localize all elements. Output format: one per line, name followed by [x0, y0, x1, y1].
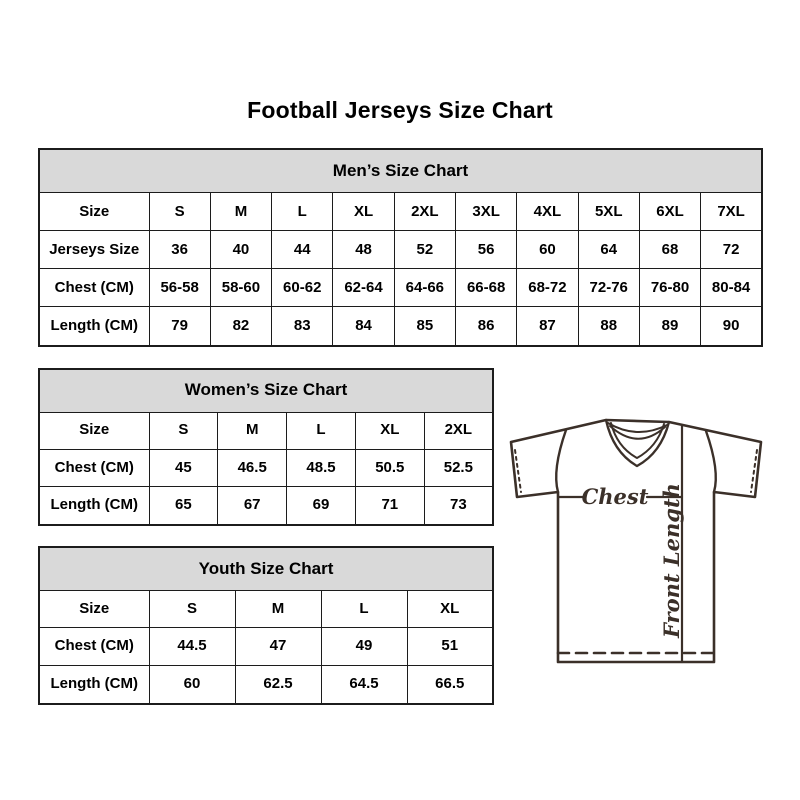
value-cell: 64 — [578, 231, 639, 269]
table-header-row — [39, 369, 493, 412]
value-cell: 44 — [272, 231, 333, 269]
table-header-row — [39, 149, 762, 193]
value-cell: 60 — [149, 665, 235, 704]
row-label-cell: Length (CM) — [39, 665, 149, 704]
value-cell: 64-66 — [394, 269, 455, 307]
jersey-right-sleeve-seam — [706, 431, 716, 492]
value-cell: S — [149, 193, 210, 231]
value-cell: M — [210, 193, 271, 231]
value-cell: 71 — [355, 487, 424, 525]
table-header-row — [39, 547, 493, 590]
chest-label: Chest — [581, 484, 649, 509]
value-cell: 62.5 — [235, 665, 321, 704]
table-row — [39, 231, 762, 269]
jersey-left-sleeve-seam — [556, 430, 566, 492]
value-cell: 48 — [333, 231, 394, 269]
value-cell: 49 — [321, 628, 407, 666]
value-cell: 52.5 — [424, 449, 493, 486]
value-cell: 83 — [272, 307, 333, 346]
jersey-measurement-diagram — [500, 395, 772, 675]
value-cell: 76-80 — [639, 269, 700, 307]
value-cell: M — [218, 412, 287, 449]
value-cell: 86 — [455, 307, 516, 346]
value-cell: 72 — [701, 231, 762, 269]
value-cell: 73 — [424, 487, 493, 525]
value-cell: 69 — [287, 487, 356, 525]
value-cell: 60-62 — [272, 269, 333, 307]
table-row — [39, 193, 762, 231]
value-cell: 88 — [578, 307, 639, 346]
value-cell: 2XL — [424, 412, 493, 449]
table-row — [39, 487, 493, 525]
value-cell: 85 — [394, 307, 455, 346]
value-cell: 64.5 — [321, 665, 407, 704]
value-cell: 79 — [149, 307, 210, 346]
value-cell: 66-68 — [455, 269, 516, 307]
value-cell: 48.5 — [287, 449, 356, 486]
value-cell: 65 — [149, 487, 218, 525]
value-cell: 50.5 — [355, 449, 424, 486]
value-cell: 6XL — [639, 193, 700, 231]
value-cell: 2XL — [394, 193, 455, 231]
youth-size-chart-table — [38, 546, 494, 705]
front-length-label: Front Length — [659, 483, 684, 638]
jersey-outline-icon — [500, 395, 772, 675]
value-cell: 90 — [701, 307, 762, 346]
table-row — [39, 269, 762, 307]
value-cell: 47 — [235, 628, 321, 666]
value-cell: 84 — [333, 307, 394, 346]
value-cell: 67 — [218, 487, 287, 525]
value-cell: L — [321, 590, 407, 628]
value-cell: 89 — [639, 307, 700, 346]
size-table — [38, 368, 494, 526]
value-cell: 51 — [407, 628, 493, 666]
table-section-header: Men’s Size Chart — [39, 149, 762, 193]
size-table — [38, 148, 763, 347]
value-cell: 82 — [210, 307, 271, 346]
value-cell: 4XL — [517, 193, 578, 231]
table-section-header: Youth Size Chart — [39, 547, 493, 590]
value-cell: 5XL — [578, 193, 639, 231]
mens-size-chart-table — [38, 148, 763, 347]
value-cell: XL — [355, 412, 424, 449]
row-label-cell: Size — [39, 412, 149, 449]
value-cell: M — [235, 590, 321, 628]
value-cell: S — [149, 412, 218, 449]
table-section-header: Women’s Size Chart — [39, 369, 493, 412]
value-cell: L — [287, 412, 356, 449]
value-cell: 3XL — [455, 193, 516, 231]
row-label-cell: Size — [39, 590, 149, 628]
value-cell: 72-76 — [578, 269, 639, 307]
table-row — [39, 628, 493, 666]
value-cell: 60 — [517, 231, 578, 269]
value-cell: 45 — [149, 449, 218, 486]
value-cell: 58-60 — [210, 269, 271, 307]
row-label-cell: Chest (CM) — [39, 628, 149, 666]
value-cell: 87 — [517, 307, 578, 346]
value-cell: 46.5 — [218, 449, 287, 486]
value-cell: 68-72 — [517, 269, 578, 307]
value-cell: S — [149, 590, 235, 628]
value-cell: 80-84 — [701, 269, 762, 307]
value-cell: 66.5 — [407, 665, 493, 704]
value-cell: 7XL — [701, 193, 762, 231]
row-label-cell: Length (CM) — [39, 487, 149, 525]
size-table — [38, 546, 494, 705]
value-cell: 56-58 — [149, 269, 210, 307]
value-cell: XL — [407, 590, 493, 628]
value-cell: 56 — [455, 231, 516, 269]
table-row — [39, 590, 493, 628]
row-label-cell: Size — [39, 193, 149, 231]
value-cell: XL — [333, 193, 394, 231]
value-cell: L — [272, 193, 333, 231]
value-cell: 36 — [149, 231, 210, 269]
page-title: Football Jerseys Size Chart — [247, 97, 553, 123]
value-cell: 44.5 — [149, 628, 235, 666]
row-label-cell: Length (CM) — [39, 307, 149, 346]
womens-size-chart-table — [38, 368, 494, 526]
value-cell: 68 — [639, 231, 700, 269]
row-label-cell: Chest (CM) — [39, 269, 149, 307]
row-label-cell: Chest (CM) — [39, 449, 149, 486]
table-row — [39, 449, 493, 486]
value-cell: 40 — [210, 231, 271, 269]
value-cell: 62-64 — [333, 269, 394, 307]
table-row — [39, 412, 493, 449]
table-row — [39, 665, 493, 704]
value-cell: 52 — [394, 231, 455, 269]
table-row — [39, 307, 762, 346]
row-label-cell: Jerseys Size — [39, 231, 149, 269]
